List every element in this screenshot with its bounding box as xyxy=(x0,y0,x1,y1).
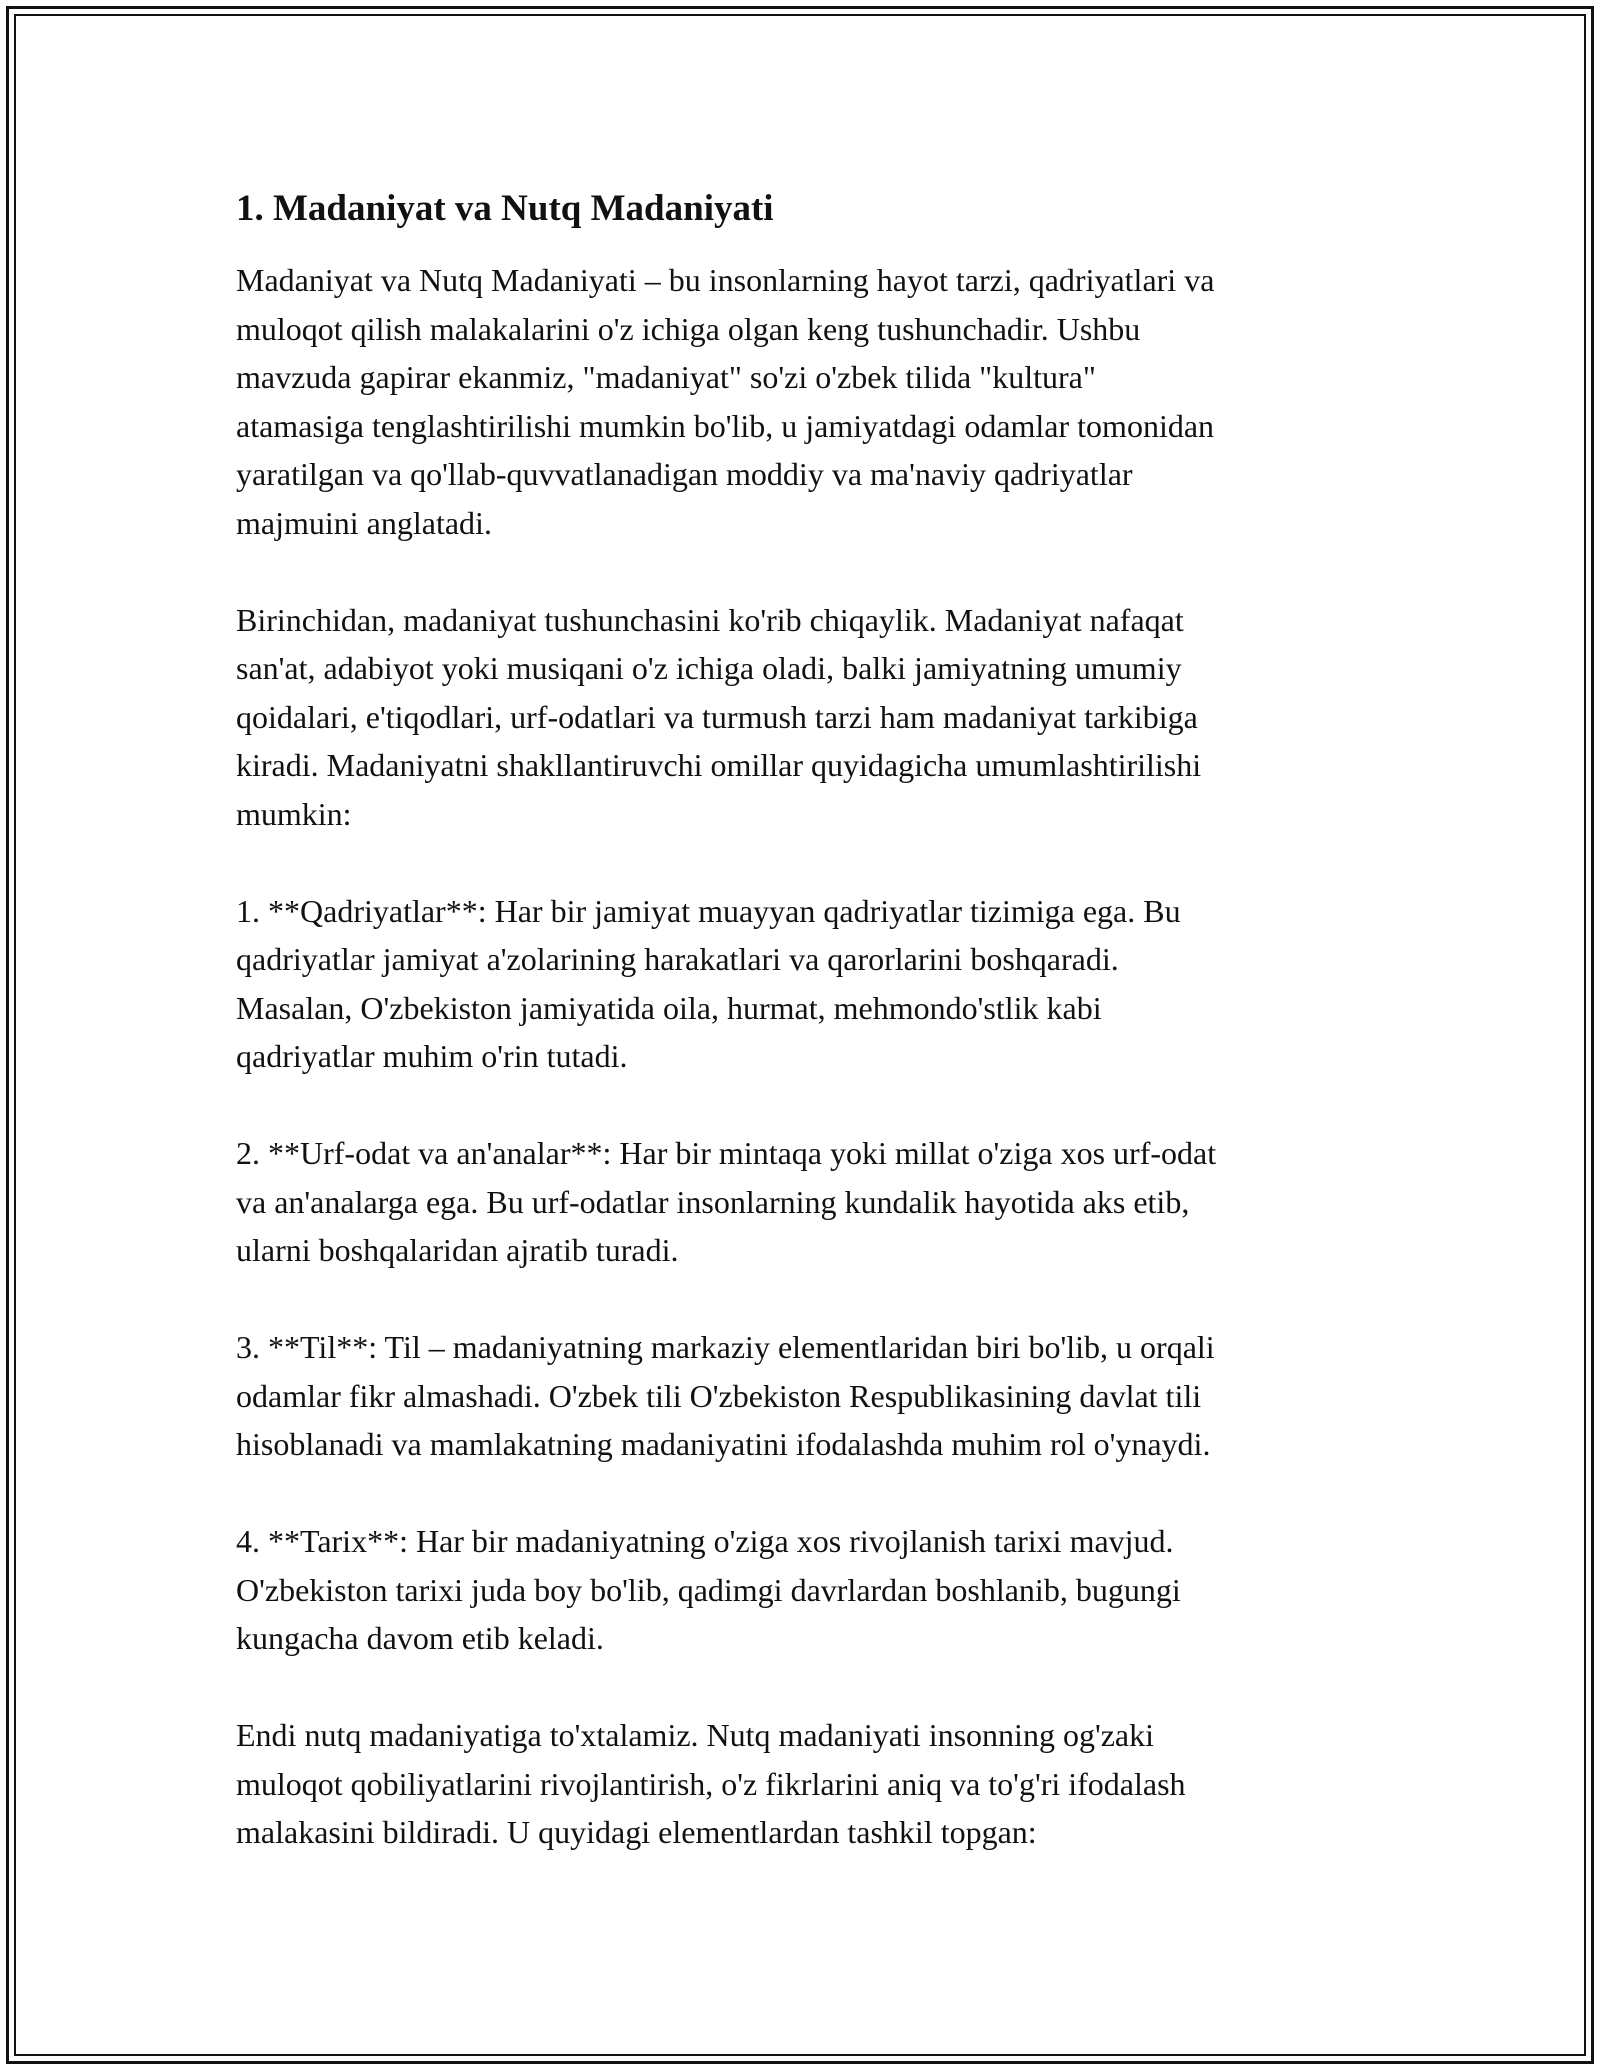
text-line: mumkin: xyxy=(236,795,352,832)
text-line: 2. **Urf-odat va an'analar**: Har bir mintaqa yoki millat o'ziga xos urf-odat xyxy=(236,1135,1217,1171)
text-line: 3. **Til**: Til – madaniyatning markaziy elementlaridan biri bo'lib, u orqali xyxy=(236,1329,1215,1365)
paragraph xyxy=(236,1517,1386,1663)
paragraph xyxy=(236,1711,1386,1857)
text-line: qadriyatlar muhim o'rin tutadi. xyxy=(236,1038,628,1074)
text-line: Masalan, O'zbekiston jamiyatida oila, hurmat, mehmondo'stlik kabi xyxy=(236,989,1102,1026)
document-body xyxy=(236,186,1386,1905)
text-line: Madaniyat va Nutq Madaniyati – bu insonlarning hayot tarzi, qadriyatlari va xyxy=(236,262,1215,298)
text-line: qoidalari, e'tiqodlari, urf-odatlari va turmush tarzi ham madaniyat tarkibiga xyxy=(236,698,1198,735)
paragraph-list xyxy=(236,256,1386,1857)
text-line: hisoblanadi va mamlakatning madaniyatini ifodalashda muhim rol o'ynaydi. xyxy=(236,1426,1211,1462)
text-line: mavzuda gapirar ekanmiz, "madaniyat" so'zi o'zbek tilida "kultura" xyxy=(236,359,1096,395)
paragraph xyxy=(236,1129,1386,1275)
text-line: malakasini bildiradi. U quyidagi elementlardan tashkil topgan: xyxy=(236,1814,1037,1850)
text-line: va an'analarga ega. Bu urf-odatlar insonlarning kundalik hayotida aks etib, xyxy=(236,1183,1190,1220)
text-line: 1. **Qadriyatlar**: Har bir jamiyat muayyan qadriyatlar tizimiga ega. Bu xyxy=(236,892,1181,929)
text-line: muloqot qobiliyatlarini rivojlantirish, o'z fikrlarini aniq va to'g'ri ifodalash xyxy=(236,1765,1186,1802)
text-line: majmuini anglatadi. xyxy=(236,504,492,541)
paragraph xyxy=(236,596,1386,839)
text-line: kungacha davom etib keladi. xyxy=(236,1620,604,1656)
text-line: Birinchidan, madaniyat tushunchasini ko'rib chiqaylik. Madaniyat nafaqat xyxy=(236,601,1184,638)
text-line: qadriyatlar jamiyat a'zolarining harakatlari va qarorlarini boshqaradi. xyxy=(236,941,1119,977)
text-line: muloqot qilish malakalarini o'z ichiga olgan keng tushunchadir. Ushbu xyxy=(236,310,1141,347)
paragraph xyxy=(236,887,1386,1081)
paragraph xyxy=(236,1323,1386,1469)
text-line: atamasiga tenglashtirilishi mumkin bo'lib, u jamiyatdagi odamlar tomonidan xyxy=(236,407,1215,444)
text-line: yaratilgan va qo'llab-quvvatlanadigan moddiy va ma'naviy qadriyatlar xyxy=(236,456,1133,492)
text-line: 4. **Tarix**: Har bir madaniyatning o'ziga xos rivojlanish tarixi mavjud. xyxy=(236,1523,1174,1559)
text-line: odamlar fikr almashadi. O'zbek tili O'zbekiston Respublikasining davlat tili xyxy=(236,1377,1202,1414)
text-line: ularni boshqalaridan ajratib turadi. xyxy=(236,1232,679,1268)
text-line: kiradi. Madaniyatni shakllantiruvchi omillar quyidagicha umumlashtirilishi xyxy=(236,747,1202,783)
text-line: Endi nutq madaniyatiga to'xtalamiz. Nutq madaniyati insonning og'zaki xyxy=(236,1717,1154,1753)
paragraph xyxy=(236,256,1386,547)
text-line: O'zbekiston tarixi juda boy bo'lib, qadimgi davrlardan boshlanib, bugungi xyxy=(236,1571,1181,1608)
section-title: 1. Madaniyat va Nutq Madaniyati xyxy=(236,188,774,229)
text-line: san'at, adabiyot yoki musiqani o'z ichiga oladi, balki jamiyatning umumiy xyxy=(236,650,1182,686)
